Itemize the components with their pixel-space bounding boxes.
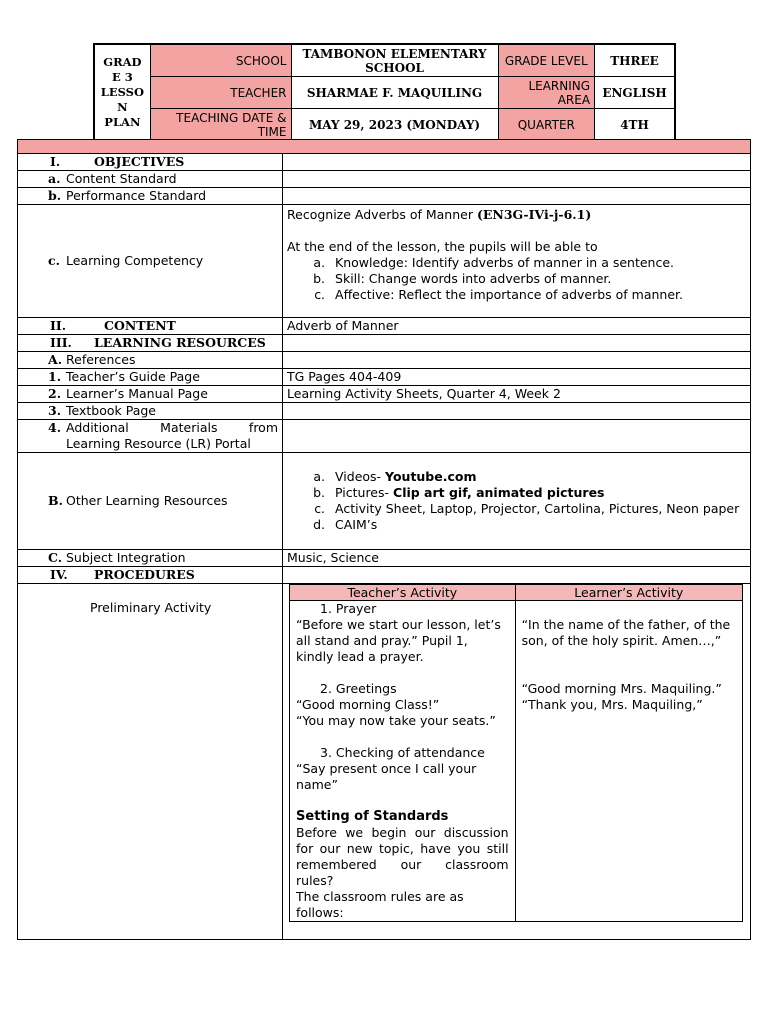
textbook-row: 3. Textbook Page [18, 403, 751, 420]
list-item: b. Skill: Change words into adverbs of manner. [329, 271, 746, 287]
grade-plan-cell: GRAD E 3 LESSO N PLAN [94, 44, 150, 141]
school-value: TAMBONON ELEMENTARY SCHOOL [291, 44, 498, 77]
section-title: OBJECTIVES [94, 154, 185, 169]
date-value: MAY 29, 2023 (MONDAY) [291, 109, 498, 142]
section-title: PROCEDURES [94, 567, 195, 582]
teacher-activity-cell: 1. Prayer “Before we start our lesson, let’s all stand and pray.” Pupil 1, kindly lead a prayer. 2. Greetings “Good morning Class!” “You may now take your seats.” 3. Checking of attendance “Say present once I call your name” Setting of Standards Before we begin our discussion for our new topic, have you still remembered our classroom rules? The classroom rules are as follows: [290, 601, 516, 922]
school-label: SCHOOL [150, 44, 291, 77]
date-label: TEACHING DATE & TIME [150, 109, 291, 142]
preliminary-label: Preliminary Activity [18, 584, 283, 940]
list-item: a. Knowledge: Identify adverbs of manner in a sentence. [329, 255, 746, 271]
learning-area-label: LEARNING AREA [498, 77, 594, 109]
grade-level-value: THREE [595, 44, 675, 77]
performance-standard-row: b. Performance Standard [18, 188, 751, 205]
lesson-plan-table [17, 139, 751, 940]
teacher-value: SHARMAE F. MAQUILING [291, 77, 498, 109]
objectives-row: I. OBJECTIVES [18, 154, 751, 171]
learning-competency-row: c. Learning Competency Recognize Adverbs of Manner (EN3G-IVi-j-6.1) At the end of the lesson, the pupils will be able to a. Knowledge: Identify adverbs of manner in a sentence. b. Skill: Change words into adverbs of manner. c. Affective: Reflect the importance of adverbs of manner. [18, 205, 751, 318]
header-table [93, 43, 676, 142]
activities-table [289, 584, 743, 922]
teacher-activity-header: Teacher’s Activity [290, 585, 516, 601]
section-title: CONTENT [104, 318, 176, 333]
list-item: c. Affective: Reflect the importance of adverbs of manner. [329, 287, 746, 303]
list-item: d. CAIM’s [329, 517, 746, 533]
teachers-guide-row: 1. Teacher’s Guide Page TG Pages 404-409 [18, 369, 751, 386]
additional-materials-row: 4. Additional Materials from Learning Resource (LR) Portal [18, 420, 751, 453]
learner-activity-cell: “In the name of the father, of the son, of the holy spirit. Amen…,” “Good morning Mrs. Maquiling.” “Thank you, Mrs. Maquiling,” [515, 601, 742, 922]
pink-divider-row [18, 140, 751, 154]
preliminary-activity-row [18, 584, 751, 940]
objectives-list [287, 255, 746, 303]
teacher-label: TEACHER [150, 77, 291, 109]
other-resources-row: B. Other Learning Resources a. Videos- Youtube.com b. Pictures- Clip art gif, animated pictures c. Activity Sheet, Laptop, Projector, Cartolina, Pictures, Neon paper d. CAIM’s [18, 453, 751, 550]
resources-row: III. LEARNING RESOURCES [18, 335, 751, 352]
subject-integration-row: C. Subject Integration Music, Science [18, 550, 751, 567]
other-resources-list [287, 469, 746, 533]
quarter-label: QUARTER [498, 109, 594, 142]
content-row: II. CONTENT Adverb of Manner [18, 318, 751, 335]
references-row: A. References [18, 352, 751, 369]
learners-manual-row: 2. Learner’s Manual Page Learning Activity Sheets, Quarter 4, Week 2 [18, 386, 751, 403]
learner-activity-header: Learner’s Activity [515, 585, 742, 601]
section-title: LEARNING RESOURCES [94, 335, 266, 350]
procedures-row: IV. PROCEDURES [18, 567, 751, 584]
learning-area-value: ENGLISH [595, 77, 675, 109]
grade-level-label: GRADE LEVEL [498, 44, 594, 77]
content-standard-row: a. Content Standard [18, 171, 751, 188]
quarter-value: 4TH [595, 109, 675, 142]
list-item: b. Pictures- Clip art gif, animated pictures [329, 485, 746, 501]
list-item: c. Activity Sheet, Laptop, Projector, Cartolina, Pictures, Neon paper [329, 501, 746, 517]
list-item: a. Videos- Youtube.com [329, 469, 746, 485]
